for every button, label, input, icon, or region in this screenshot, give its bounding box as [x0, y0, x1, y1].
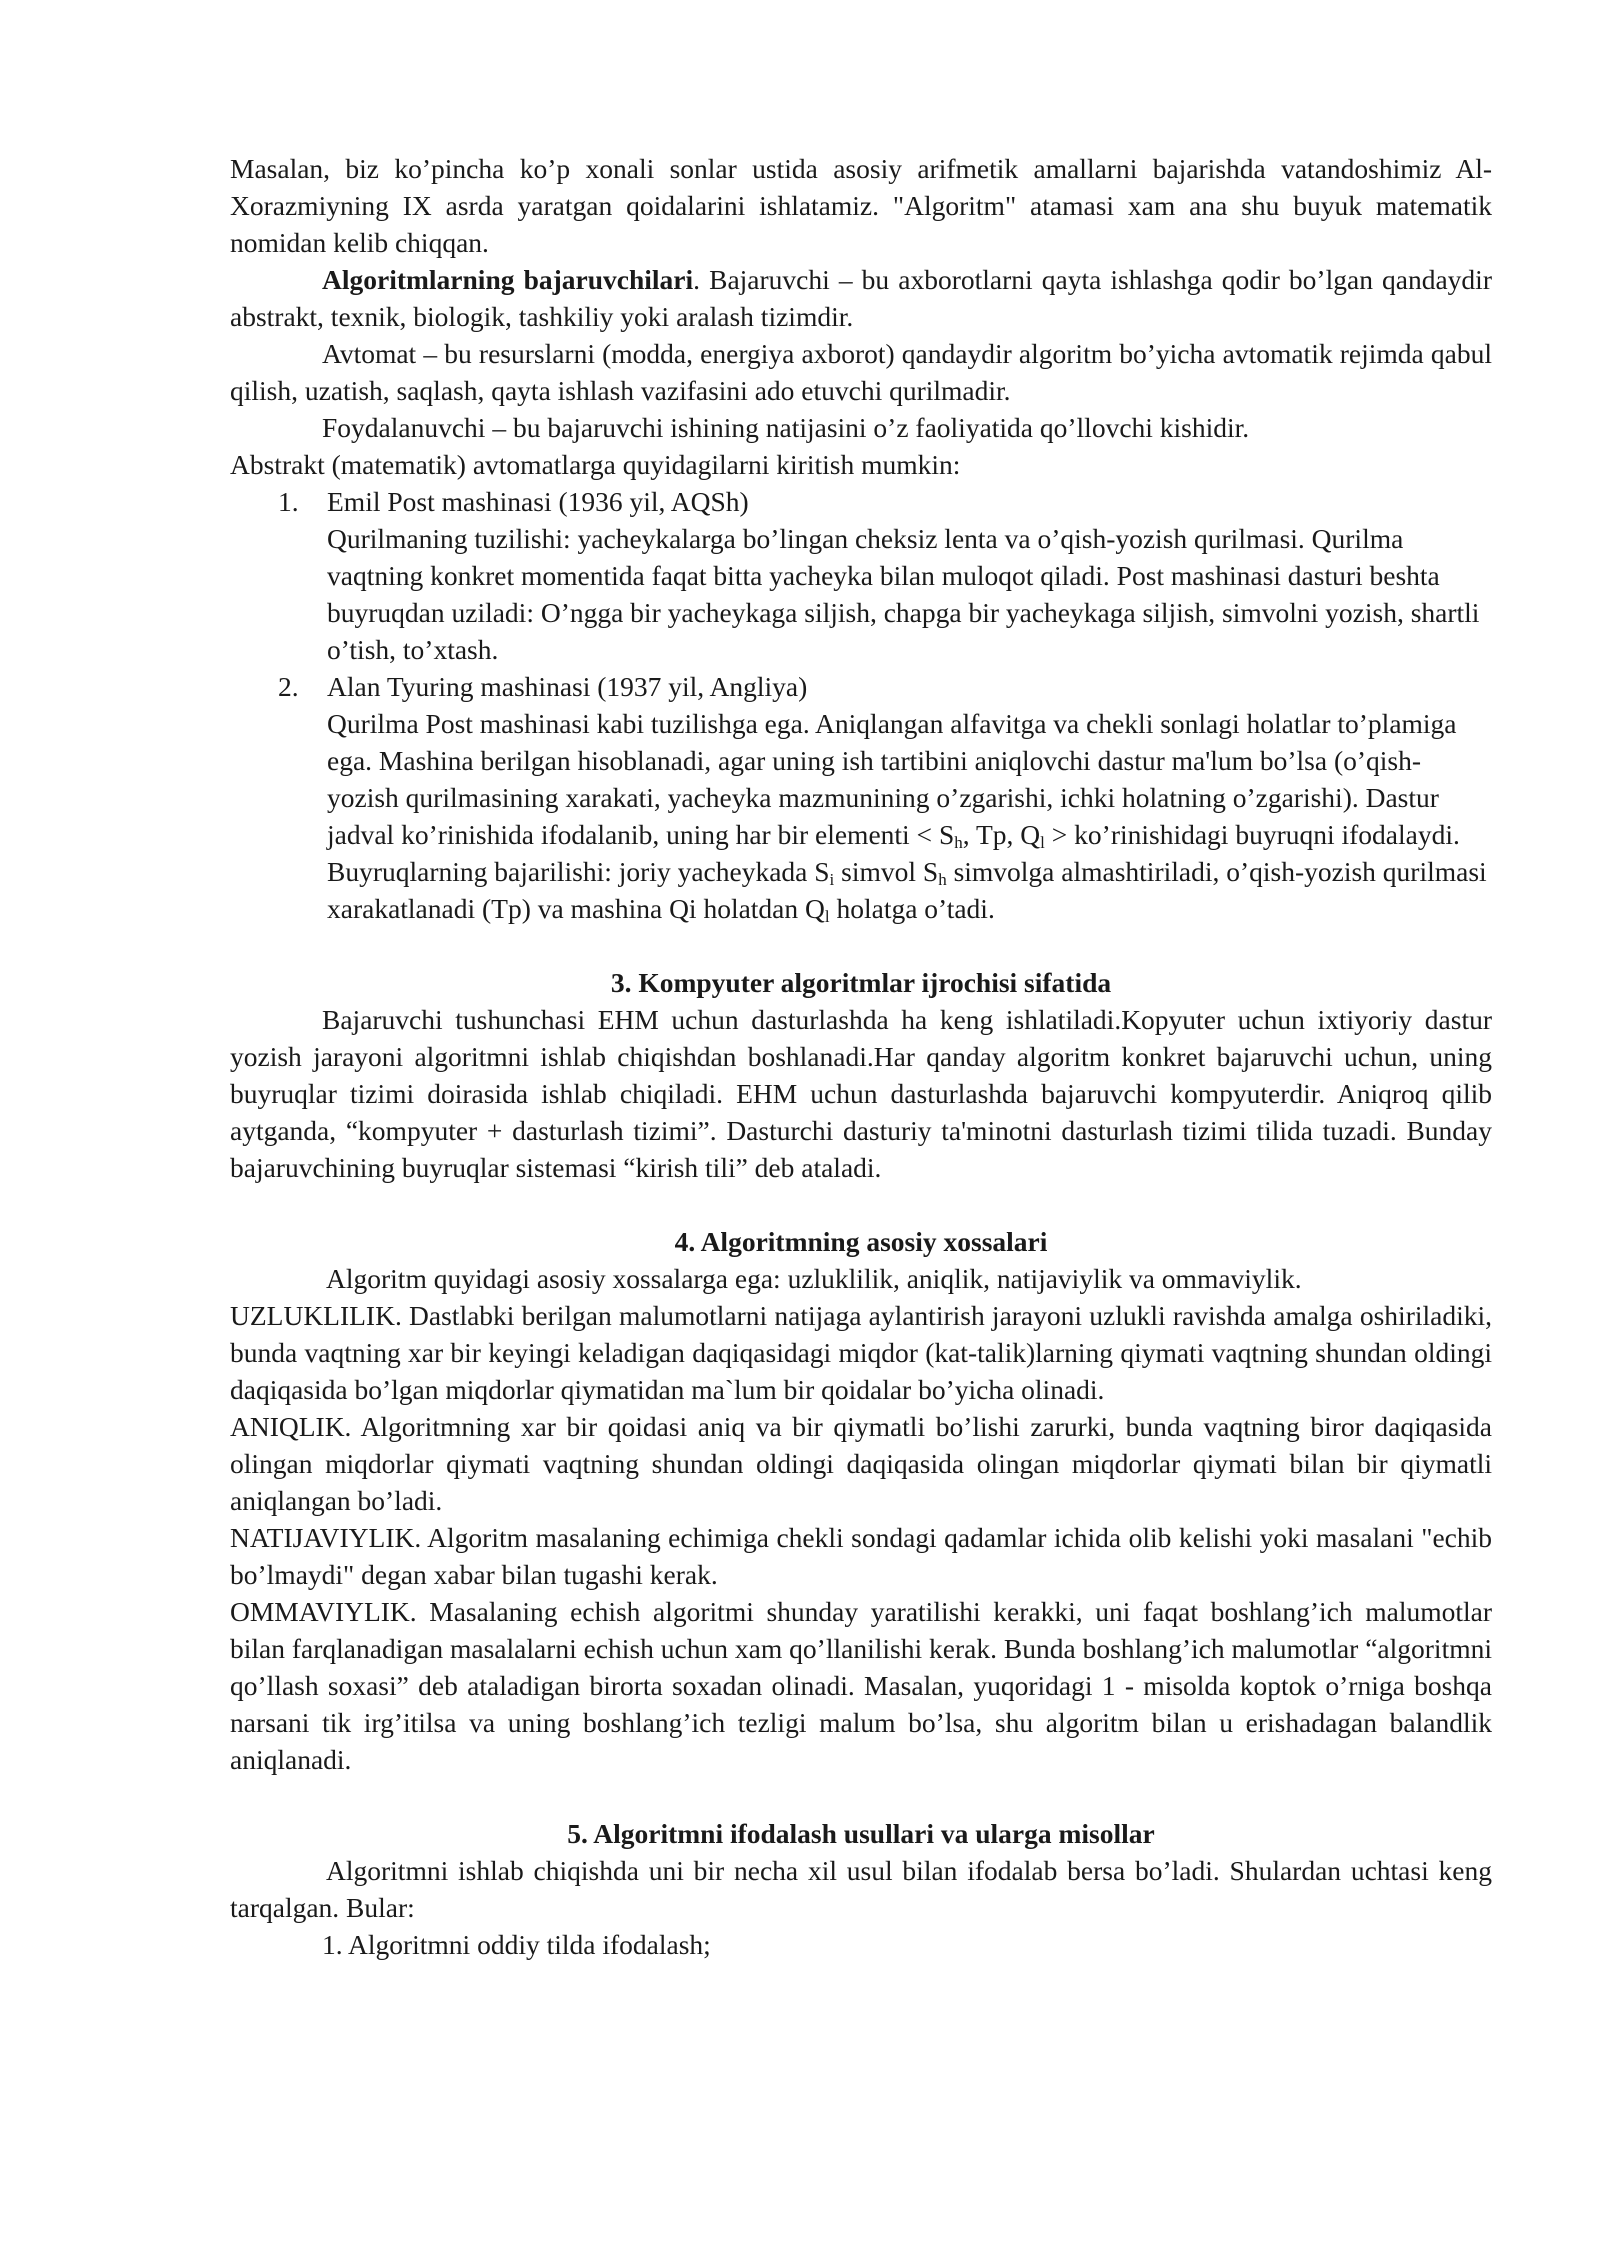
- executors-definition: . Bajaruvchi – bu axborotlarni qayta ishlashga qodir bo’lgan qandaydir abstrakt, texnik, biologik, tashkiliy yoki aralash tizimdir.: [230, 264, 1492, 332]
- method-list-item: 1. Algoritmni oddiy tilda ifodalash;: [322, 1929, 711, 1960]
- section-paragraph: Algoritmni ishlab chiqishda uni bir necha xil usul bilan ifodalab bersa bo’ladi. Shulardan uchtasi keng tarqalgan. Bular:: [230, 1855, 1492, 1923]
- list-number: 2.: [278, 671, 299, 702]
- section-heading: 4. Algoritmning asosiy xossalari: [674, 1226, 1048, 1257]
- user-paragraph: Foydalanuvchi – bu bajaruvchi ishining natijasini o’z faoliyatida qo’llovchi kishidir.: [322, 412, 1250, 443]
- automat-paragraph: Avtomat – bu resurslarni (modda, energiya axborot) qandaydir algoritm bo’yicha avtomatik rejimda qabul qilish, uzatish, saqlash, qayta ishlash vazifasini ado etuvchi qurilmadir.: [230, 338, 1492, 406]
- abstract-automata-paragraph: Abstrakt (matematik) avtomatlarga quyidagilarni kiritish mumkin:: [230, 449, 961, 480]
- property-effectiveness: NATIJAVIYLIK. Algoritm masalaning echimiga chekli sondagi qadamlar ichida olib kelishi yoki masalani "echib bo’lmaydi" degan xabar bilan tugashi kerak.: [230, 1522, 1492, 1590]
- executors-paragraph: [230, 261, 1492, 335]
- section-paragraph: Bajaruvchi tushunchasi EHM uchun dasturlashda ha keng ishlatiladi.Kopyuter uchun ixtiyoriy dastur yozish jarayoni algoritmni ishlab chiqishdan boshlanadi.Har qanday algoritm konkret bajaruvchi uchun, uning buyruqlar tizimi doirasida ishlab chiqiladi. EHM uchun dasturlashda bajaruvchi kompyuterdir. Aniqroq qilib aytganda, “kompyuter + dasturlash tizimi”. Dasturchi dasturiy ta'minotni dasturlash tizimi tilida tuzadi. Bunday bajaruvchining buyruqlar sistemasi “kirish tili” deb ataladi.: [230, 1004, 1492, 1183]
- list-item-title: Emil Post mashinasi (1936 yil, AQSh): [327, 486, 749, 517]
- list-item: [230, 483, 1492, 668]
- automata-list: [230, 483, 1492, 927]
- intro-paragraph: Masalan, biz ko’pincha ko’p xonali sonlar ustida asosiy arifmetik amallarni bajarishda vatandoshimiz Al-Xorazmiyning IX asrda yaratgan qoidalarini ishlatamiz. "Algoritm" atamasi xam ana shu buyuk matematik nomidan kelib chiqqan.: [230, 153, 1492, 258]
- property-continuity: UZLUKLILIK. Dastlabki berilgan malumotlarni natijaga aylantirish jarayoni uzlukli ravishda amalga oshiriladiki, bunda vaqtning xar bir keyingi keladigan daqiqasidagi miqdor (kat-talik)larning qiymati vaqtning shundan oldingi daqiqasida bo’lgan miqdorlar qiymatidan ma`lum bir qoidalar bo’yicha olinadi.: [230, 1300, 1492, 1405]
- list-item-text: Qurilmaning tuzilishi: yacheykalarga bo’lingan cheksiz lenta va o’qish-yozish qurilmasi. Qurilma vaqtning konkret momentida faqat bitta yacheyka bilan muloqot qiladi. Post mashinasi dasturi beshta buyruqdan uziladi: O’ngga bir yacheykaga siljish, chapga bir yacheykaga siljish, simvolni yozish, shartli o’tish, to’xtash.: [327, 523, 1480, 665]
- executors-term: Algoritmlarning bajaruvchilari: [322, 264, 694, 295]
- section-paragraph: Algoritm quyidagi asosiy xossalarga ega: uzluklilik, aniqlik, natijaviylik va ommaviylik.: [326, 1263, 1302, 1294]
- list-number: 1.: [278, 486, 299, 517]
- list-item: [230, 668, 1492, 927]
- document-page: [230, 150, 1492, 1963]
- section-heading: 3. Kompyuter algoritmlar ijrochisi sifatida: [610, 967, 1112, 998]
- list-item-title: Alan Tyuring mashinasi (1937 yil, Angliya): [327, 671, 808, 702]
- property-definiteness: ANIQLIK. Algoritmning xar bir qoidasi aniq va bir qiymatli bo’lishi zarurki, bunda vaqtning biror daqiqasida olingan miqdorlar qiymati vaqtning shundan oldingi daqiqasida olingan miqdorlar qiymati bilan bir qiymatli aniqlangan bo’ladi.: [230, 1411, 1492, 1516]
- property-massiveness: OMMAVIYLIK. Masalaning echish algoritmi shunday yaratilishi kerakki, uni faqat boshlang’ich malumotlar bilan farqlanadigan masalalarni echish uchun xam qo’llanilishi kerak. Bunda boshlang’ich malumotlar “algoritmni qo’llash soxasi” deb ataladigan birorta soxadan olinadi. Masalan, yuqoridagi 1 - misolda koptok o’rniga boshqa narsani tik irg’itilsa va uning boshlang’ich tezligi malum bo’lsa, shu algoritm bilan u erishadagan balandlik aniqlanadi.: [230, 1596, 1492, 1775]
- list-item-text: Qurilma Post mashinasi kabi tuzilishga ega. Aniqlangan alfavitga va chekli sonlagi holatlar to’plamiga ega. Mashina berilgan hisoblanadi, agar uning ish tartibini aniqlovchi dastur ma'lum bo’lsa (o’qish-yozish qurilmasining xarakati, yacheyka mazmunining o’zgarishi, ichki holatning o’zgarishi). Dastur jadval ko’rinishida ifodalanib, uning har bir elementi < $S_h$, Tp, $Q_l$ > ko’rinishidagi buyruqni ifodalaydi. Buyruqlarning bajarilishi: joriy yacheykada $S_i$ simvol $S_h$ simvolga almashtiriladi, o’qish-yozish qurilmasi xarakatlanadi (Tp) va mashina Qi holatdan $Q_l$ holatga o’tadi.: [327, 708, 1487, 926]
- section-heading: 5. Algoritmni ifodalash usullari va ularga misollar: [567, 1818, 1155, 1849]
